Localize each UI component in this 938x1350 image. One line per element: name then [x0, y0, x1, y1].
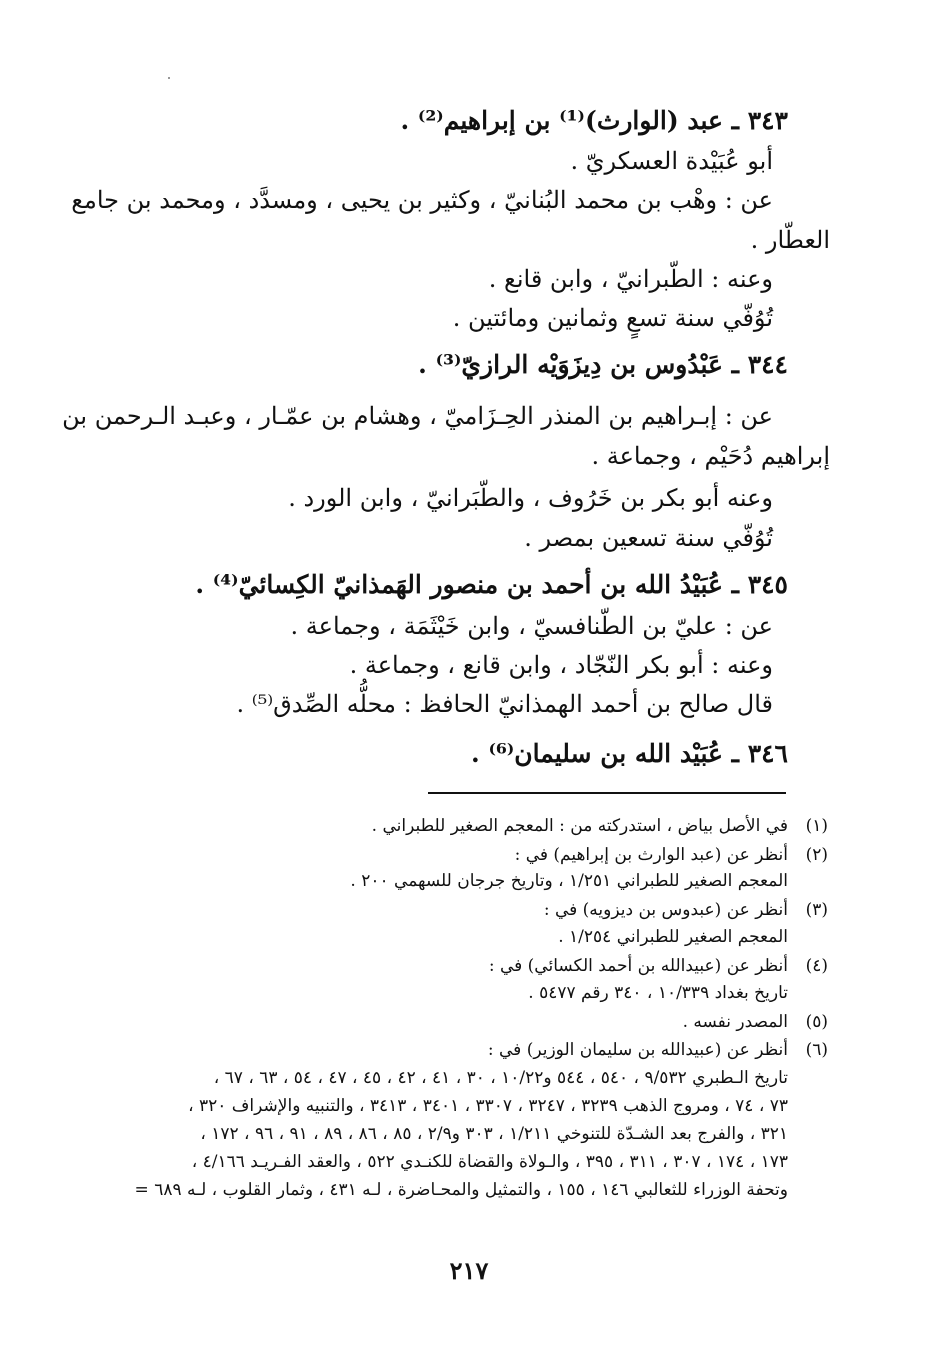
entry-344-teachers: عن : إبـراهيم بن المنذر الحِـزَاميّ ، وهشام بن عمّـار ، وعبـد الـرحمن بن: [62, 402, 773, 430]
footnote-6-text: ٣٢١ ، والفرج بعد الشـدّة للتنوخي ١/٢١١ ، ٣٠٣ و٢/٩ ، ٨٥ ، ٨٦ ، ٨٩ ، ٩١ ، ٩٦ ، ١٧٢ ،: [200, 1124, 788, 1144]
entry-343-death: تُوُفّي سنة تسعٍ وثمانين ومائتين .: [452, 304, 773, 332]
footnote-2-number: (٢): [805, 845, 828, 865]
footnote-5-number: (٥): [805, 1012, 828, 1032]
footnote-4-text: تاريخ بغداد ١٠/٣٣٩ ، ٣٤٠ رقم ٥٤٧٧ .: [528, 983, 788, 1003]
footnote-3-number: (٣): [805, 900, 828, 920]
entry-344-heading: ٣٤٤ ـ عَبْدُوس بن دِيزَوَيْه الرازيّ⁽³⁾ .: [418, 350, 788, 379]
entry-345-quote: قال صالح بن أحمد الهمذانيّ الحافظ : محلُّه الصِّدق⁽⁵⁾ .: [236, 690, 773, 718]
entry-345-heading: ٣٤٥ ـ عُبَيْدُ الله بن أحمد بن منصور الهَمذانيّ الكِسائيّ⁽⁴⁾ .: [195, 570, 788, 599]
entry-346-heading: ٣٤٦ ـ عُبَيْد الله بن سليمان⁽⁶⁾ .: [471, 739, 788, 768]
footnote-3-text: المعجم الصغير للطبراني ١/٢٥٤ .: [558, 927, 788, 947]
footnote-2-text: المعجم الصغير للطبراني ١/٢٥١ ، وتاريخ جرجان للسهمي ٢٠٠ .: [350, 871, 788, 891]
entry-344-students: وعنه أبو بكر بن خَرُوف ، والطّبَرانيّ ، وابن الورد .: [288, 484, 773, 512]
footnote-6-text: ٧٣ ، ٧٤ ، ومروج الذهب ٣٢٣٩ ، ٣٢٤٧ ، ٣٣٠٧ ، ٣٤٠١ ، ٣٤١٣ ، والتنبيه والإشراف ٣٢٠ ،: [188, 1096, 788, 1116]
footnote-6-text: تاريخ الـطبري ٩/٥٣٢ ، ٥٤٠ ، ٥٤٤ و١٠/٢٢ ، ٣٠ ، ٤١ ، ٤٢ ، ٤٥ ، ٤٧ ، ٥٤ ، ٦٣ ، ٦٧ ،: [213, 1068, 788, 1088]
footnote-6-text: ١٧٣ ، ١٧٤ ، ٣٠٧ ، ٣١١ ، ٣٩٥ ، والـولاة والقضاة للكنـدي ٥٢٢ ، والعقد الفـريـد ٤/١٦٦ ،: [191, 1152, 788, 1172]
footnote-4-text: أنظر عن (عبيدالله بن أحمد الكسائي) في :: [488, 956, 788, 976]
footnote-6-text: أنظر عن (عبيدالله بن سليمان الوزير) في :: [487, 1040, 788, 1060]
scan-speck: [168, 77, 170, 79]
footnote-2-text: أنظر عن (عبد الوارث بن إبراهيم) في :: [514, 845, 788, 865]
entry-343-heading: ٣٤٣ ـ عبد (الوارث)⁽¹⁾ بن إبراهيم⁽²⁾ .: [400, 106, 788, 135]
entry-344-teachers-cont: إبراهيم دُحَيْم ، وجماعة .: [591, 442, 830, 470]
entry-345-students: وعنه : أبو بكر النّجّاد ، وابن قانع ، وجماعة .: [349, 651, 773, 679]
footnote-6-number: (٦): [805, 1040, 828, 1060]
footnote-6-text: وتحفة الوزراء للثعالبي ١٤٦ ، ١٥٥ ، والتمثيل والمحـاضرة ، لـه ٤٣١ ، وثمار القلوب ، لـه ٦٨٩ =: [134, 1180, 788, 1200]
footnote-3-text: أنظر عن (عبدوس بن ديزويه) في :: [543, 900, 788, 920]
footnote-5-text: المصدر نفسه .: [682, 1012, 788, 1032]
entry-344-death: تُوُفّي سنة تسعين بمصر .: [524, 524, 773, 552]
entry-343-teachers: عن : وهْب بن محمد البُنانيّ ، وكثير بن يحيى ، ومسدَّد ، ومحمد بن جامع: [71, 186, 773, 214]
footnote-1-text: في الأصل بياض ، استدركته من : المعجم الصغير للطبراني .: [371, 816, 788, 836]
page-number: ٢١٧: [449, 1256, 489, 1285]
entry-345-teachers: عن : عليّ بن الطّنافسيّ ، وابن خَيْثَمَة ، وجماعة .: [290, 612, 773, 640]
footnote-1-number: (١): [805, 816, 828, 836]
footnote-4-number: (٤): [805, 956, 828, 976]
entry-343-teachers-cont: العطّار .: [750, 226, 830, 254]
footnote-separator: [428, 792, 786, 794]
entry-343-kunya: أبو عُبَيْدة العسكريّ .: [570, 147, 773, 175]
entry-343-students: وعنه : الطّبرانيّ ، وابن قانع .: [488, 265, 773, 293]
